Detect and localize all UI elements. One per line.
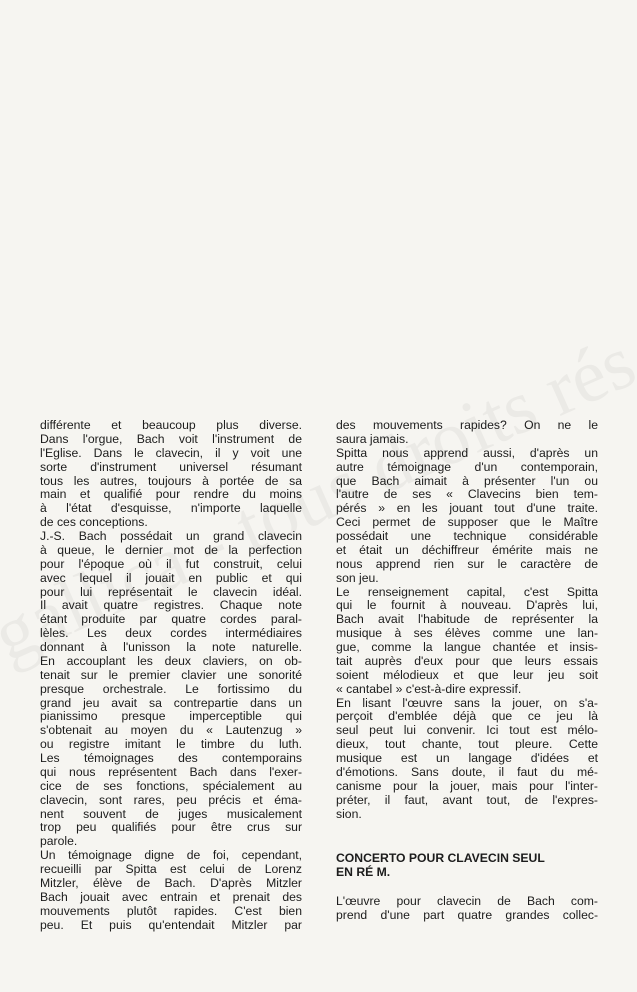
- text-line: « cantabel » c'est-à-dire expressif.: [336, 682, 522, 696]
- text-line: à l'état d'esquisse, n'importe laquelle: [40, 502, 302, 516]
- text-line: En lisant l'œuvre sans la jouer, on s'a-: [336, 696, 598, 710]
- text-line: Spitta nous apprend aussi, d'après un: [336, 446, 598, 460]
- text-line: trop peu qualifiés pour être crus sur: [40, 821, 302, 835]
- text-line: qui le fournit à nouveau. D'après lui,: [336, 599, 598, 613]
- text-line: lèles. Les deux cordes intermédiaires: [40, 627, 302, 641]
- text-line: sorte d'instrument universel résumant: [40, 460, 302, 474]
- text-line: J.-S. Bach possédait un grand clavecin: [40, 530, 302, 543]
- text-line: gue, comme la langue chantée et insis-: [336, 641, 598, 654]
- text-line: différente et beaucoup plus diverse.: [40, 419, 302, 432]
- text-line: des mouvements rapides? On ne le: [336, 419, 598, 432]
- text-line: musique à ses élèves comme une lan-: [336, 627, 598, 641]
- text-line: pour l'époque où il fut construit, celui: [40, 557, 302, 571]
- text-line: s'obtenait au moyen du « Lautenzug »: [40, 724, 302, 738]
- text-line: autre témoignage d'un contemporain,: [336, 460, 598, 474]
- text-line: Un témoignage digne de foi, cependant,: [40, 849, 302, 863]
- section-spacer: [336, 821, 598, 851]
- text-line: à queue, le dernier mot de la perfection: [40, 543, 302, 557]
- text-line: mouvements plutôt rapides. C'est bien: [40, 904, 302, 918]
- text-line: Le renseignement capital, c'est Spitta: [336, 585, 598, 599]
- text-line: d'émotions. Sans doute, il faut du mé-: [336, 765, 598, 779]
- text-line: tenait sur le premier clavier une sonorité: [40, 668, 302, 682]
- text-line: musique est un langage d'idées et: [336, 752, 598, 765]
- text-line: l'Eglise. Dans le clavecin, il y voit une: [40, 446, 302, 460]
- text-line: grand jeu avait sa contrepartie dans un: [40, 696, 302, 710]
- section-heading-line: EN RÉ M.: [336, 865, 391, 880]
- text-line: étant produite par quatre cordes paral-: [40, 613, 302, 627]
- closing-paragraph: [336, 895, 598, 923]
- text-line: soient mélodieux et que leur jeu soit: [336, 668, 598, 682]
- text-line: nent souvent de juges musicalement: [40, 807, 302, 821]
- text-line: préter, il faut, avant tout, de l'expres-: [336, 793, 598, 807]
- left-column: [40, 419, 302, 932]
- text-line: nous apprend rien sur le caractère de: [336, 557, 598, 571]
- text-line: Bach jouait avec entrain et prenait des: [40, 890, 302, 904]
- text-line: presque orchestrale. Le fortissimo du: [40, 682, 302, 696]
- text-line: perçoit d'emblée déjà que ce jeu là: [336, 710, 598, 724]
- text-line: recueilli par Spitta est celui de Lorenz: [40, 863, 302, 876]
- text-line: de ces conceptions.: [40, 516, 148, 530]
- text-line: En accouplant les deux claviers, on ob-: [40, 654, 302, 668]
- text-line: avec lequel il jouait en public et qui: [40, 571, 302, 585]
- text-line: parole.: [40, 835, 78, 849]
- heading-spacer: [336, 879, 598, 895]
- text-line: pianissimo presque imperceptible qui: [40, 710, 302, 724]
- text-line: donnant à l'unisson la note naturelle.: [40, 641, 302, 654]
- text-line: Ceci permet de supposer que le Maître: [336, 516, 598, 530]
- text-line: dieux, tout chante, tout pleure. Cette: [336, 738, 598, 752]
- text-line: L'œuvre pour clavecin de Bach com-: [336, 895, 598, 909]
- text-line: possédait une technique considérable: [336, 530, 598, 543]
- text-line: pérés » en les jouant tout d'une traite.: [336, 502, 598, 516]
- text-line: saura jamais.: [336, 432, 409, 446]
- text-line: Mitzler, élève de Bach. D'après Mitzler: [40, 876, 302, 890]
- text-line: canisme pour la jouer, mais pour l'inter-: [336, 779, 598, 793]
- text-line: peu. Et puis qu'entendait Mitzler par: [40, 918, 302, 932]
- text-line: et était un déchiffreur émérite mais ne: [336, 543, 598, 557]
- text-line: clavecin, sont rares, peu précis et éma-: [40, 793, 302, 807]
- text-line: Il avait quatre registres. Chaque note: [40, 599, 302, 613]
- text-line: pour lui représentait le clavecin idéal.: [40, 585, 302, 599]
- text-line: main et qualifié pour rendre du moins: [40, 488, 302, 502]
- text-line: l'autre de ses « Clavecins bien tem-: [336, 488, 598, 502]
- text-line: cice de ses fonctions, spécialement au: [40, 779, 302, 793]
- text-line: Bach avait l'habitude de représenter la: [336, 613, 598, 627]
- text-line: sion.: [336, 807, 362, 821]
- right-column: [336, 419, 598, 923]
- text-line: son jeu.: [336, 571, 379, 585]
- text-line: que Bach aimait à présenter l'un ou: [336, 474, 598, 488]
- section-heading-line: CONCERTO POUR CLAVECIN SEUL: [336, 851, 545, 866]
- text-line: prend d'une part quatre grandes collec-: [336, 909, 598, 923]
- text-line: qui nous représentent Bach dans l'exer-: [40, 765, 302, 779]
- text-line: ou registre imitant le timbre du luth.: [40, 738, 302, 752]
- section-heading: [336, 851, 598, 879]
- text-line: Les témoignages des contemporains: [40, 752, 302, 765]
- text-line: Dans l'orgue, Bach voit l'instrument de: [40, 432, 302, 446]
- text-line: tous les autres, toujours à portée de sa: [40, 474, 302, 488]
- text-line: tait auprès d'eux pour que leurs essais: [336, 654, 598, 668]
- text-line: seul peut lui convenir. Ici tout est mélo-: [336, 724, 598, 738]
- right-column-body: [336, 419, 598, 821]
